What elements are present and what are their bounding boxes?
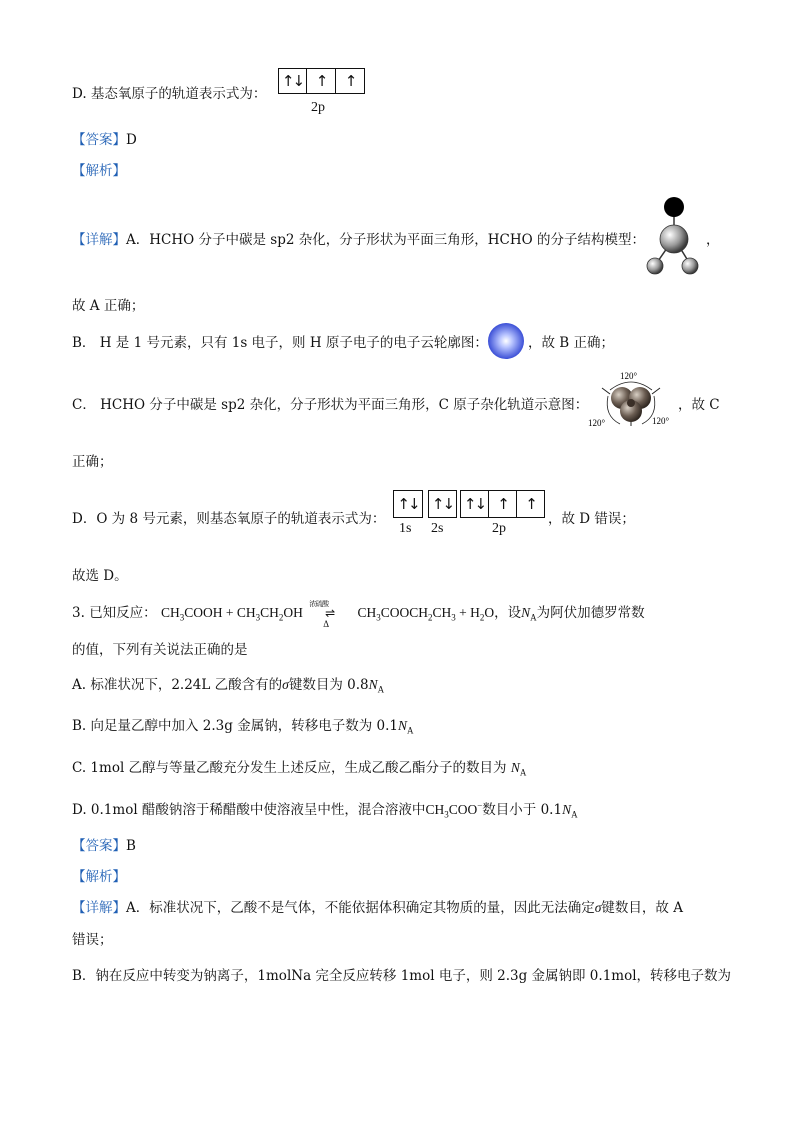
avogadro-subscript: A [377,684,385,695]
reaction-catalyst: 浓硫酸 [309,600,329,608]
option-d-mid: 数目小于 0.1 [482,802,563,818]
option-c[interactable] [72,758,526,778]
detail-c-line [72,395,588,415]
answer-value: B [126,838,136,854]
option-d-text: D. 0.1mol 醋酸钠溶于稀醋酸中使溶液呈中性，混合溶液中 [72,802,426,818]
reaction-arrow: 浓硫酸 ⇌ Δ [307,603,353,623]
option-b[interactable] [72,716,413,736]
orbital-diagram-2s [428,490,457,518]
question-prefix: 已知反应： [89,605,157,621]
angle-label: 120° [620,371,638,381]
orbital-diagram-2p [278,68,365,94]
analysis-line [72,161,126,181]
detail-d-text: D．O 为 8 号元素，则基态氧原子的轨道表示式为： [72,511,386,527]
orbital-box: ↑↓ [278,68,307,94]
detail-a-line [72,230,645,250]
detail-c-tail: ，故 C [678,397,720,413]
detail2-a-conclusion: 错误； [72,932,113,948]
detail-d-line [72,509,385,529]
detail-b-tail: ，故 B 正确； [528,335,615,351]
detail-b-text: B． H 是 1 号元素，只有 1s 电子，则 H 原子电子的电子云轮廓图： [72,335,488,351]
hcho-ball-stick-model [642,196,702,276]
option-b-text: B. 向足量乙醇中加入 2.3g 金属钠，转移电子数为 0.1 [72,718,398,734]
detail2-b-line: B．钠在反应中转变为钠离子，1molNa 完全反应转移 1mol 电子，则 2.3g 金属钠即 0.1mol，转移电子数为 [72,968,732,984]
avogadro-symbol: N [397,718,407,733]
orbital-box: ↑↓ [428,490,457,518]
option-d[interactable] [72,800,578,820]
orbital-box: ↑ [489,490,517,518]
option-a[interactable] [72,675,384,695]
choose-line: 故选 D。 [72,568,128,584]
orbital-label: 2s [431,521,444,536]
detail-label: 【详解】 [72,232,126,248]
option-a-text: A. 标准状况下，2.24L 乙酸含有的 [72,677,283,693]
question-suffix: ，设 [494,605,522,621]
orbital-label: 2p [492,521,506,536]
avogadro-symbol: N [368,677,378,692]
avogadro-subscript: A [519,767,527,778]
orbital-label: 1s [399,521,412,536]
option-d-text: D. 基态氧原子的轨道表示式为： [72,86,267,102]
detail-a-text: A．HCHO 分子中碳是 sp2 杂化，分子形状为平面三角形，HCHO 的分子结构模型： [126,232,645,248]
question-number: 3. [72,605,85,621]
angle-label: 120° [588,418,606,428]
avogadro-symbol: N [562,802,572,817]
option-c-text: C. 1mol 乙醇与等量乙酸充分发生上述反应，生成乙酸乙酯分子的数目为 [72,760,507,776]
reaction-products: $CH_3COOCH_2CH_3 + H_2O$ [357,605,495,623]
orbital-box: ↑↓ [393,490,423,518]
sigma-symbol: σ [282,677,289,692]
detail-label: 【详解】 [72,900,126,916]
detail2-a-tail: 键数目，故 A [601,900,683,916]
orbital-box: ↑ [517,490,545,518]
angle-label: 120° [652,416,670,426]
question-suffix2: 为阿伏加德罗常数 [536,605,645,621]
sp2-hybrid-orbital-diagram [588,368,674,434]
orbital-diagram-1s [393,490,423,518]
avogadro-subscript: A [406,725,414,736]
orbital-box: ↑ [336,68,365,94]
detail-a-conclusion: 故 A 正确； [72,298,145,314]
question-3-line2: 的值，下列有关说法正确的是 [72,642,248,658]
detail-d-tail: ，故 D 错误； [548,511,635,527]
answer-line [72,836,136,856]
detail-c-text: C． HCHO 分子中碳是 sp2 杂化，分子形状为平面三角形，C 原子杂化轨道示意图： [72,397,589,413]
analysis-label: 【解析】 [72,163,126,179]
reaction-delta: Δ [323,619,329,629]
detail-c-conclusion: 正确； [72,454,113,470]
option-a-mid: 键数目为 0.8 [288,677,369,693]
orbital-diagram-2p [460,490,545,518]
reaction-reactants: $CH_3COOH + CH_3CH_2OH$ [160,605,303,623]
answer-value: D [126,132,137,148]
answer-label: 【答案】 [72,838,126,854]
s-orbital-electron-cloud [486,321,526,361]
sigma-symbol: σ [594,900,602,915]
avogadro-subscript: A [530,612,537,623]
answer-label: 【答案】 [72,132,126,148]
analysis-line [72,867,126,887]
detail-b-line [72,333,488,353]
detail2-a-line [72,898,683,918]
avogadro-symbol: N [521,605,531,620]
analysis-label: 【解析】 [72,869,126,885]
detail-a-tail: ， [706,232,720,248]
avogadro-subscript: A [571,809,578,820]
acetate-formula: $CH_3COO^-$ [425,800,483,820]
orbital-box: ↑ [307,68,336,94]
question-3-line [72,600,645,629]
option-d-line [72,84,266,104]
detail2-a-text: A．标准状况下，乙酸不是气体，不能依据体积确定其物质的量，因此无法确定 [126,900,595,916]
answer-line [72,130,137,150]
orbital-box: ↑↓ [460,490,489,518]
orbital-label: 2p [311,100,325,115]
avogadro-symbol: N [510,760,520,775]
